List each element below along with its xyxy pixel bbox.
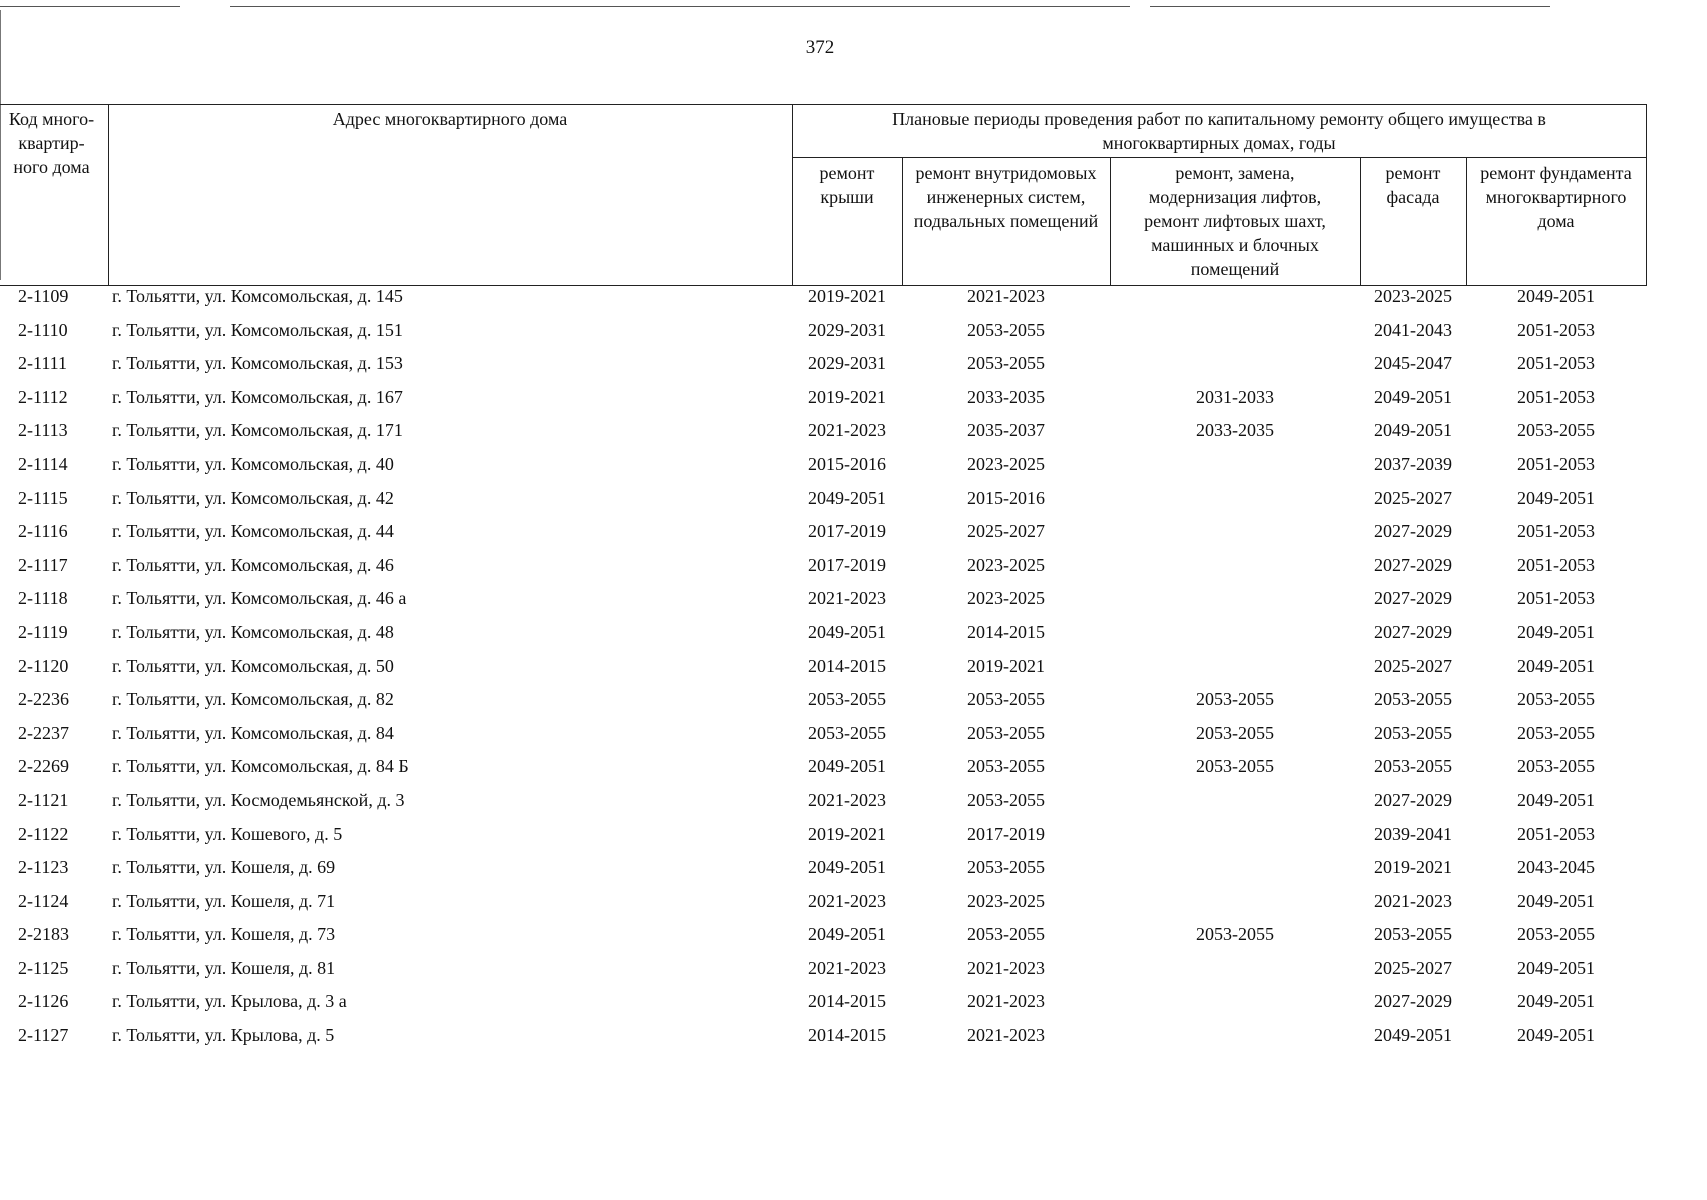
elevators-cell [1110, 958, 1360, 992]
elevators-cell [1110, 1025, 1360, 1059]
code-cell: 2-1115 [18, 487, 68, 508]
elevators-cell: 2031-2033 [1196, 386, 1274, 407]
header-facade: ремонт фасада [1360, 158, 1466, 286]
address-cell: г. Тольятти, ул. Комсомольская, д. 46 а [112, 588, 407, 609]
elevators-cell [1110, 891, 1360, 925]
elevators-cell [1110, 656, 1360, 690]
header-code-label: Код много- квартир- ного дома [8, 109, 95, 177]
code-cell: 2-1109 [18, 286, 69, 306]
address-cell: г. Тольятти, ул. Комсомольская, д. 171 [112, 420, 403, 441]
foundation-cell: 2049-2051 [1517, 890, 1595, 911]
foundation-cell: 2049-2051 [1517, 991, 1595, 1012]
elevators-cell [1110, 622, 1360, 656]
top-scan-rule [230, 6, 1130, 7]
engineering-cell: 2025-2027 [967, 521, 1045, 542]
facade-cell: 2053-2055 [1374, 924, 1452, 945]
table-row [0, 555, 1646, 589]
table-row [0, 353, 1646, 387]
table-row [0, 488, 1646, 522]
foundation-cell: 2043-2045 [1517, 857, 1595, 878]
facade-cell: 2037-2039 [1374, 453, 1452, 474]
foundation-cell: 2051-2053 [1517, 521, 1595, 542]
engineering-cell: 2053-2055 [967, 689, 1045, 710]
code-cell: 2-1123 [18, 857, 69, 878]
facade-cell: 2023-2025 [1374, 286, 1452, 306]
engineering-cell: 2023-2025 [967, 890, 1045, 911]
code-cell: 2-1118 [18, 588, 68, 609]
engineering-cell: 2015-2016 [967, 487, 1045, 508]
elevators-cell [1110, 555, 1360, 589]
facade-cell: 2027-2029 [1374, 621, 1452, 642]
engineering-cell: 2053-2055 [967, 353, 1045, 374]
code-cell: 2-1110 [18, 319, 68, 340]
foundation-cell: 2051-2053 [1517, 386, 1595, 407]
address-cell: г. Тольятти, ул. Космодемьянской, д. 3 [112, 789, 405, 810]
address-cell: г. Тольятти, ул. Комсомольская, д. 145 [112, 286, 403, 306]
engineering-cell: 2033-2035 [967, 386, 1045, 407]
elevators-cell [1110, 320, 1360, 354]
address-cell: г. Тольятти, ул. Комсомольская, д. 84 [112, 722, 394, 743]
roof-cell: 2053-2055 [808, 722, 886, 743]
engineering-cell: 2053-2055 [967, 319, 1045, 340]
engineering-cell: 2021-2023 [967, 957, 1045, 978]
address-cell: г. Тольятти, ул. Комсомольская, д. 151 [112, 319, 403, 340]
foundation-cell: 2051-2053 [1517, 319, 1595, 340]
engineering-cell: 2023-2025 [967, 554, 1045, 575]
elevators-cell: 2053-2055 [1196, 756, 1274, 777]
foundation-cell: 2049-2051 [1517, 1025, 1595, 1046]
foundation-cell: 2051-2053 [1517, 823, 1595, 844]
roof-cell: 2014-2015 [808, 991, 886, 1012]
roof-cell: 2053-2055 [808, 689, 886, 710]
table-row [0, 756, 1646, 790]
foundation-cell: 2053-2055 [1517, 756, 1595, 777]
table-row [0, 958, 1646, 992]
top-scan-rule [0, 6, 180, 7]
elevators-cell [1110, 857, 1360, 891]
table-row [0, 924, 1646, 958]
engineering-cell: 2035-2037 [967, 420, 1045, 441]
elevators-cell [1110, 521, 1360, 555]
facade-cell: 2025-2027 [1374, 487, 1452, 508]
facade-cell: 2027-2029 [1374, 991, 1452, 1012]
address-cell: г. Тольятти, ул. Комсомольская, д. 153 [112, 353, 403, 374]
engineering-cell: 2023-2025 [967, 453, 1045, 474]
engineering-cell: 2014-2015 [967, 621, 1045, 642]
address-cell: г. Тольятти, ул. Крылова, д. 3 а [112, 991, 347, 1012]
address-cell: г. Тольятти, ул. Комсомольская, д. 42 [112, 487, 394, 508]
header-roof: ремонт крыши [792, 158, 902, 286]
address-cell: г. Тольятти, ул. Комсомольская, д. 40 [112, 453, 394, 474]
header-elevators: ремонт, замена, модернизация лифтов, ремонт лифтовых шахт, машинных и блочных помещений [1110, 158, 1360, 286]
header-row-top [0, 105, 1646, 158]
roof-cell: 2014-2015 [808, 1025, 886, 1046]
engineering-cell: 2053-2055 [967, 722, 1045, 743]
roof-cell: 2021-2023 [808, 420, 886, 441]
code-cell: 2-1127 [18, 1025, 69, 1046]
foundation-cell: 2049-2051 [1517, 655, 1595, 676]
facade-cell: 2021-2023 [1374, 890, 1452, 911]
foundation-cell: 2053-2055 [1517, 689, 1595, 710]
facade-cell: 2045-2047 [1374, 353, 1452, 374]
roof-cell: 2017-2019 [808, 521, 886, 542]
code-cell: 2-1125 [18, 957, 69, 978]
roof-cell: 2049-2051 [808, 756, 886, 777]
roof-cell: 2017-2019 [808, 554, 886, 575]
code-cell: 2-1111 [18, 353, 67, 374]
roof-cell: 2049-2051 [808, 487, 886, 508]
engineering-cell: 2053-2055 [967, 756, 1045, 777]
elevators-cell [1110, 454, 1360, 488]
address-cell: г. Тольятти, ул. Комсомольская, д. 84 Б [112, 756, 409, 777]
foundation-cell: 2053-2055 [1517, 924, 1595, 945]
table-row [0, 521, 1646, 555]
engineering-cell: 2021-2023 [967, 286, 1045, 306]
header-engineering: ремонт внутридомовых инженерных систем, подвальных помещений [902, 158, 1110, 286]
header-periods: Плановые периоды проведения работ по капитальному ремонту общего имущества в многоквартирных домах, годы [792, 105, 1646, 158]
address-cell: г. Тольятти, ул. Кошеля, д. 69 [112, 857, 336, 878]
code-cell: 2-1126 [18, 991, 69, 1012]
code-cell: 2-1112 [18, 386, 68, 407]
address-cell: г. Тольятти, ул. Крылова, д. 5 [112, 1025, 335, 1046]
roof-cell: 2049-2051 [808, 857, 886, 878]
elevators-cell [1110, 790, 1360, 824]
header-foundation: ремонт фундамента многоквартирного дома [1466, 158, 1646, 286]
address-cell: г. Тольятти, ул. Комсомольская, д. 46 [112, 554, 394, 575]
table-row [0, 790, 1646, 824]
engineering-cell: 2019-2021 [967, 655, 1045, 676]
table-body [0, 286, 1646, 1059]
facade-cell: 2019-2021 [1374, 857, 1452, 878]
facade-cell: 2027-2029 [1374, 521, 1452, 542]
table-row [0, 286, 1646, 320]
elevators-cell [1110, 286, 1360, 320]
code-cell: 2-2236 [18, 689, 69, 710]
foundation-cell: 2049-2051 [1517, 286, 1595, 306]
facade-cell: 2025-2027 [1374, 655, 1452, 676]
code-cell: 2-2237 [18, 722, 69, 743]
roof-cell: 2021-2023 [808, 588, 886, 609]
code-cell: 2-1122 [18, 823, 69, 844]
code-cell: 2-1119 [18, 621, 68, 642]
foundation-cell: 2051-2053 [1517, 554, 1595, 575]
roof-cell: 2021-2023 [808, 890, 886, 911]
roof-cell: 2049-2051 [808, 924, 886, 945]
roof-cell: 2021-2023 [808, 957, 886, 978]
table-row [0, 588, 1646, 622]
foundation-cell: 2049-2051 [1517, 487, 1595, 508]
code-cell: 2-2183 [18, 924, 69, 945]
table-row [0, 656, 1646, 690]
address-cell: г. Тольятти, ул. Комсомольская, д. 82 [112, 689, 394, 710]
table-row [0, 320, 1646, 354]
elevators-cell [1110, 824, 1360, 858]
foundation-cell: 2049-2051 [1517, 621, 1595, 642]
facade-cell: 2039-2041 [1374, 823, 1452, 844]
table-row [0, 1025, 1646, 1059]
table-row [0, 387, 1646, 421]
foundation-cell: 2051-2053 [1517, 588, 1595, 609]
foundation-cell: 2051-2053 [1517, 453, 1595, 474]
elevators-cell: 2053-2055 [1196, 689, 1274, 710]
facade-cell: 2027-2029 [1374, 554, 1452, 575]
table-row [0, 991, 1646, 1025]
engineering-cell: 2053-2055 [967, 857, 1045, 878]
table-row [0, 723, 1646, 757]
foundation-cell: 2049-2051 [1517, 957, 1595, 978]
roof-cell: 2014-2015 [808, 655, 886, 676]
facade-cell: 2049-2051 [1374, 386, 1452, 407]
address-cell: г. Тольятти, ул. Кошевого, д. 5 [112, 823, 343, 844]
facade-cell: 2025-2027 [1374, 957, 1452, 978]
engineering-cell: 2053-2055 [967, 924, 1045, 945]
address-cell: г. Тольятти, ул. Кошеля, д. 81 [112, 957, 336, 978]
roof-cell: 2029-2031 [808, 353, 886, 374]
roof-cell: 2019-2021 [808, 823, 886, 844]
repair-schedule-table [0, 104, 1647, 1059]
table-row [0, 689, 1646, 723]
facade-cell: 2053-2055 [1374, 722, 1452, 743]
elevators-cell: 2053-2055 [1196, 924, 1274, 945]
table-row [0, 824, 1646, 858]
code-cell: 2-1114 [18, 453, 68, 474]
roof-cell: 2021-2023 [808, 789, 886, 810]
facade-cell: 2053-2055 [1374, 689, 1452, 710]
elevators-cell [1110, 991, 1360, 1025]
code-cell: 2-1113 [18, 420, 68, 441]
facade-cell: 2049-2051 [1374, 420, 1452, 441]
top-scan-rule [1150, 6, 1550, 7]
code-cell: 2-1124 [18, 890, 69, 911]
code-cell: 2-1117 [18, 554, 68, 575]
engineering-cell: 2023-2025 [967, 588, 1045, 609]
engineering-cell: 2053-2055 [967, 789, 1045, 810]
code-cell: 2-1120 [18, 655, 69, 676]
header-address: Адрес многоквартирного дома [108, 105, 792, 286]
code-cell: 2-1116 [18, 521, 68, 542]
address-cell: г. Тольятти, ул. Комсомольская, д. 44 [112, 521, 394, 542]
code-cell: 2-2269 [18, 756, 69, 777]
table-row [0, 622, 1646, 656]
elevators-cell [1110, 488, 1360, 522]
foundation-cell: 2053-2055 [1517, 420, 1595, 441]
code-cell: 2-1121 [18, 789, 69, 810]
table-row [0, 420, 1646, 454]
engineering-cell: 2021-2023 [967, 991, 1045, 1012]
roof-cell: 2015-2016 [808, 453, 886, 474]
facade-cell: 2053-2055 [1374, 756, 1452, 777]
address-cell: г. Тольятти, ул. Комсомольская, д. 50 [112, 655, 394, 676]
facade-cell: 2027-2029 [1374, 789, 1452, 810]
address-cell: г. Тольятти, ул. Кошеля, д. 73 [112, 924, 336, 945]
roof-cell: 2029-2031 [808, 319, 886, 340]
foundation-cell: 2053-2055 [1517, 722, 1595, 743]
table-row [0, 857, 1646, 891]
elevators-cell [1110, 588, 1360, 622]
engineering-cell: 2017-2019 [967, 823, 1045, 844]
engineering-cell: 2021-2023 [967, 1025, 1045, 1046]
header-code [0, 105, 108, 286]
facade-cell: 2027-2029 [1374, 588, 1452, 609]
facade-cell: 2049-2051 [1374, 1025, 1452, 1046]
facade-cell: 2041-2043 [1374, 319, 1452, 340]
foundation-cell: 2049-2051 [1517, 789, 1595, 810]
address-cell: г. Тольятти, ул. Комсомольская, д. 48 [112, 621, 394, 642]
roof-cell: 2019-2021 [808, 386, 886, 407]
elevators-cell: 2033-2035 [1196, 420, 1274, 441]
page-number: 372 [805, 37, 835, 58]
elevators-cell: 2053-2055 [1196, 722, 1274, 743]
roof-cell: 2019-2021 [808, 286, 886, 306]
address-cell: г. Тольятти, ул. Кошеля, д. 71 [112, 890, 336, 911]
address-cell: г. Тольятти, ул. Комсомольская, д. 167 [112, 386, 403, 407]
roof-cell: 2049-2051 [808, 621, 886, 642]
table-row [0, 454, 1646, 488]
elevators-cell [1110, 353, 1360, 387]
table-row [0, 891, 1646, 925]
foundation-cell: 2051-2053 [1517, 353, 1595, 374]
